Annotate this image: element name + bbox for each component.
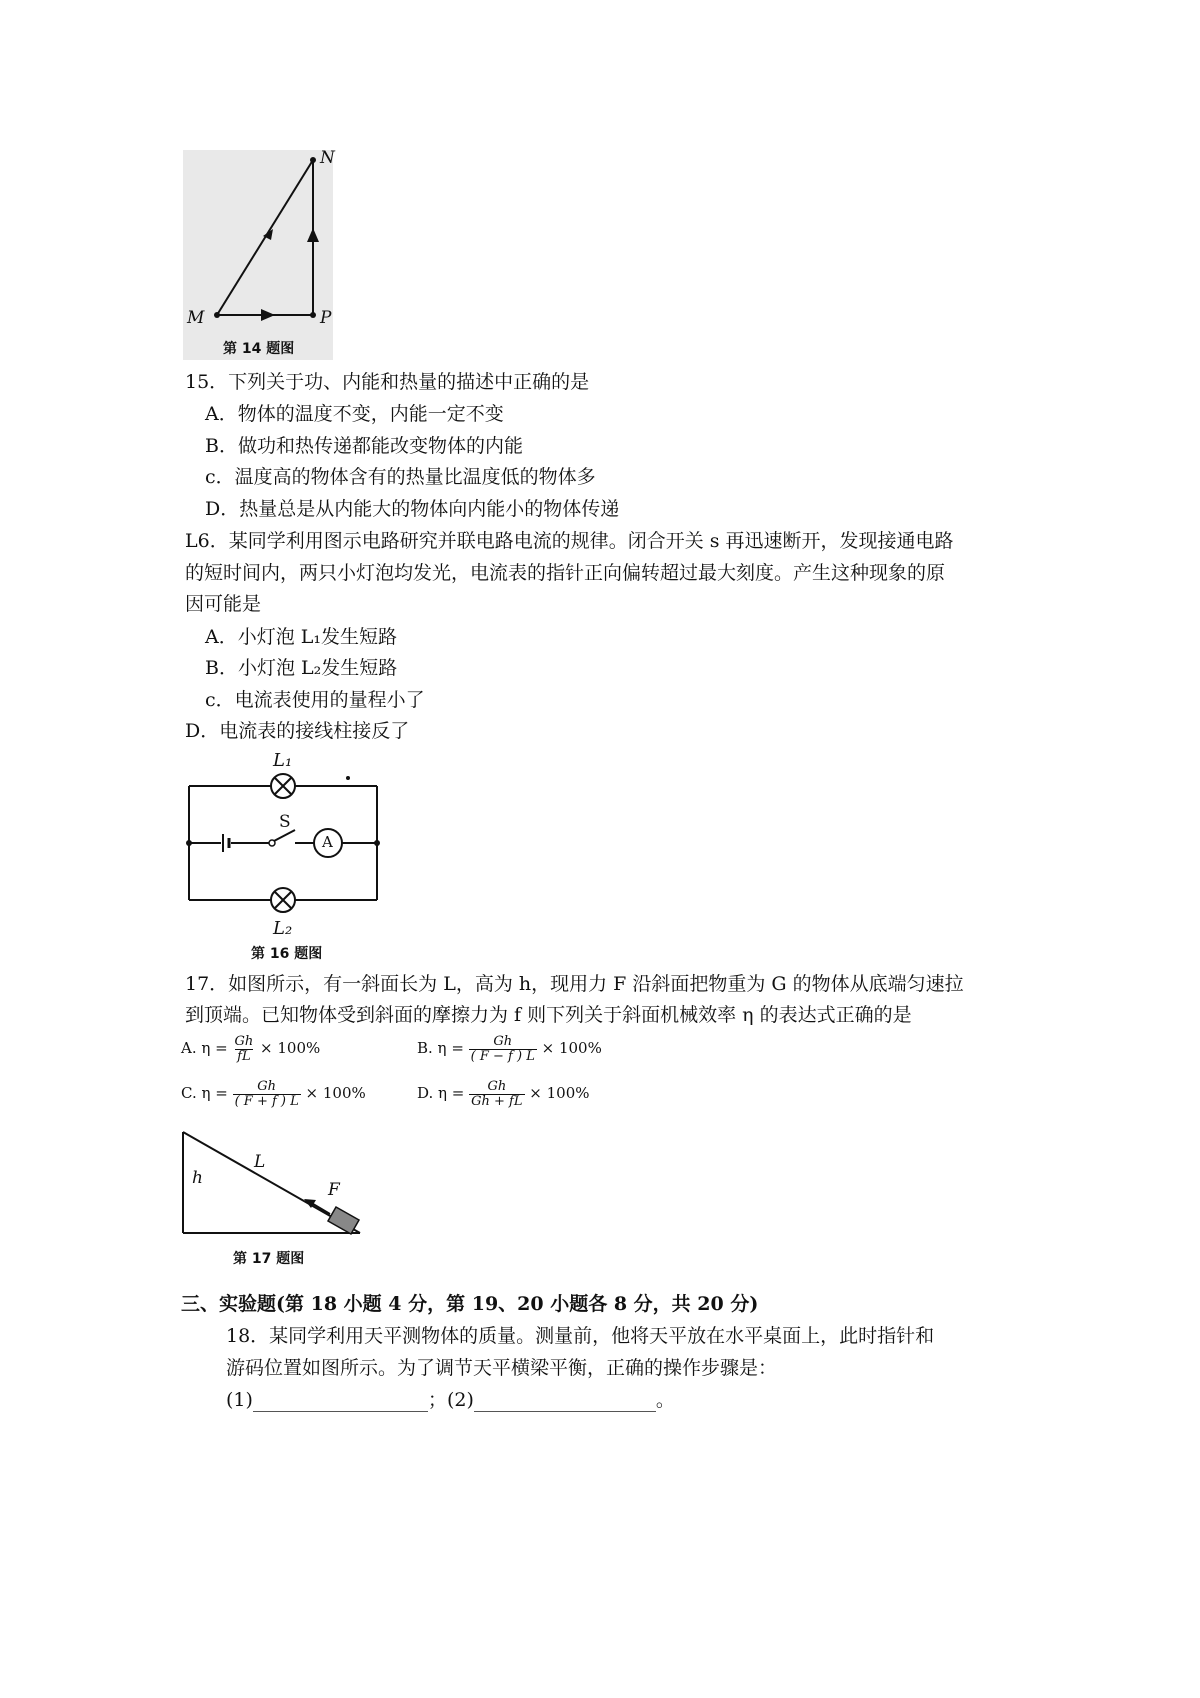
option-a-prefix: A. η = xyxy=(181,1039,228,1058)
figure-14 xyxy=(183,150,333,360)
fraction-denominator: ( F + f ) L xyxy=(234,1093,299,1109)
q18-line1: 18．某同学利用天平测物体的质量。测量前，他将天平放在水平桌面上，此时指针和 xyxy=(226,1325,935,1347)
label-L: L xyxy=(254,1152,266,1172)
option-d-fraction xyxy=(469,1080,524,1108)
blank-2-label: (2) xyxy=(446,1389,474,1411)
q15-option-d: D．热量总是从内能大的物体向内能小的物体传递 xyxy=(205,498,620,520)
figure-16 xyxy=(183,750,383,965)
q16-stem-line3: 因可能是 xyxy=(185,593,262,615)
q17-stem-line2: 到顶端。已知物体受到斜面的摩擦力为 f 则下列关于斜面机械效率 η 的表达式正确的是 xyxy=(185,1004,912,1026)
option-c-suffix: × 100% xyxy=(305,1084,366,1103)
fraction-numerator: Gh xyxy=(493,1034,513,1049)
q15-option-c: c．温度高的物体含有的热量比温度低的物体多 xyxy=(205,466,596,488)
label-M: M xyxy=(187,308,205,328)
q18-line2: 游码位置如图所示。为了调节天平横梁平衡，正确的操作步骤是： xyxy=(226,1357,778,1379)
q16-option-c: c．电流表使用的量程小了 xyxy=(205,689,425,711)
fraction-numerator: Gh xyxy=(257,1079,277,1094)
label-N: N xyxy=(320,148,335,168)
fraction-denominator: Gh + fL xyxy=(471,1093,523,1109)
figure-17 xyxy=(180,1130,370,1280)
option-a-suffix: × 100% xyxy=(260,1039,321,1058)
fraction-numerator: Gh xyxy=(234,1034,254,1049)
label-F: F xyxy=(328,1180,340,1200)
label-h: h xyxy=(192,1168,203,1188)
option-b-suffix: × 100% xyxy=(541,1039,602,1058)
fraction-denominator: ( F − f ) L xyxy=(470,1048,535,1064)
q16-option-a: A．小灯泡 L₁发生短路 xyxy=(205,626,397,648)
separator: ； xyxy=(427,1389,447,1411)
option-c-fraction xyxy=(233,1080,301,1108)
q18-answer-line xyxy=(226,1389,675,1412)
label-L1: L₁ xyxy=(273,750,293,771)
answer-blank-2[interactable] xyxy=(474,1393,656,1412)
label-P: P xyxy=(320,308,332,328)
q16-stem-line2: 的短时间内，两只小灯泡均发光，电流表的指针正向偏转超过最大刻度。产生这种现象的原 xyxy=(185,562,946,584)
q16-option-b: B．小灯泡 L₂发生短路 xyxy=(205,657,398,679)
q17-option-c xyxy=(181,1080,366,1108)
incline-diagram xyxy=(180,1130,370,1250)
q17-option-b xyxy=(417,1035,602,1063)
answer-blank-1[interactable] xyxy=(253,1393,428,1412)
label-S: S xyxy=(279,812,291,832)
fraction-denominator: fL xyxy=(237,1048,251,1064)
fraction-numerator: Gh xyxy=(487,1079,507,1094)
end-mark: 。 xyxy=(655,1389,675,1411)
q17-option-d xyxy=(417,1080,590,1108)
option-a-fraction xyxy=(232,1035,255,1063)
q15-option-b: B．做功和热传递都能改变物体的内能 xyxy=(205,435,523,457)
figure-16-caption: 第 16 题图 xyxy=(251,946,323,962)
q17-stem-line1: 17．如图所示，有一斜面长为 L，高为 h，现用力 F 沿斜面把物重为 G 的物体从底端匀速拉 xyxy=(185,973,964,995)
option-b-fraction xyxy=(469,1035,537,1063)
q15-stem: 15．下列关于功、内能和热量的描述中正确的是 xyxy=(185,371,590,393)
section-3-heading: 三、实验题(第 18 小题 4 分，第 19、20 小题各 8 分，共 20 分) xyxy=(181,1293,759,1315)
q16-option-d: D．电流表的接线柱接反了 xyxy=(185,720,410,742)
figure-14-drawing xyxy=(183,150,333,360)
option-c-prefix: C. η = xyxy=(181,1084,228,1103)
q17-option-a xyxy=(181,1035,320,1063)
blank-1-label: (1) xyxy=(226,1389,253,1411)
option-d-suffix: × 100% xyxy=(529,1084,590,1103)
option-d-prefix: D. η = xyxy=(417,1084,465,1103)
ammeter-label: A xyxy=(322,833,333,851)
option-b-prefix: B. η = xyxy=(417,1039,464,1058)
figure-14-caption: 第 14 题图 xyxy=(223,341,295,357)
q15-option-a: A．物体的温度不变，内能一定不变 xyxy=(205,403,504,425)
figure-17-caption: 第 17 题图 xyxy=(233,1251,305,1267)
label-L2: L₂ xyxy=(273,918,293,939)
q16-stem-line1: L6．某同学利用图示电路研究并联电路电流的规律。闭合开关 s 再迅速断开，发现接通电路 xyxy=(185,530,954,552)
